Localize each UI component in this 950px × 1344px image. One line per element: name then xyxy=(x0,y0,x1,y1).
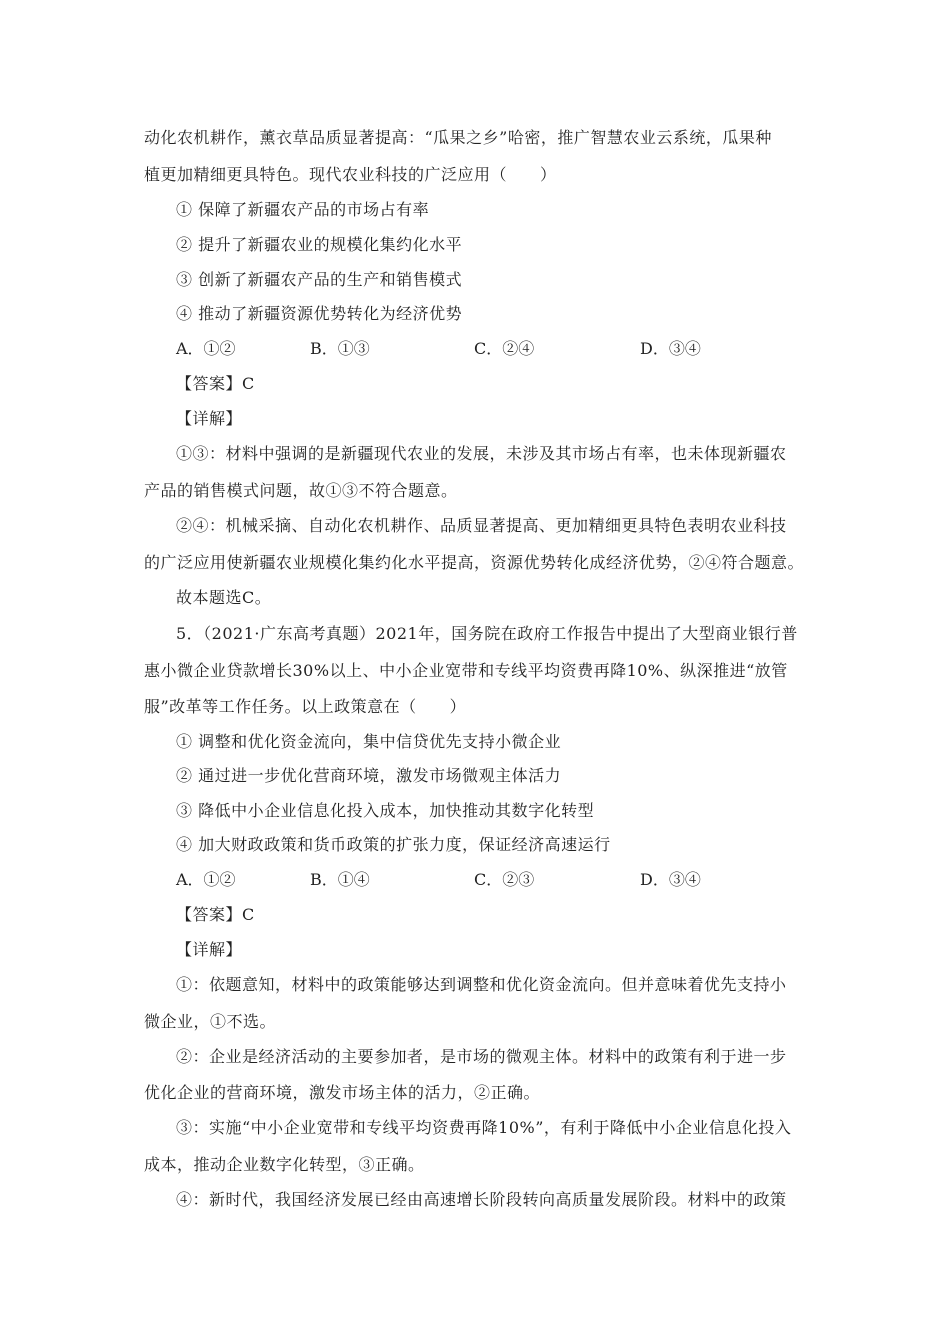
q5-choice-3: ③ 降低中小企业信息化投入成本，加快推动其数字化转型 xyxy=(176,801,595,820)
q4-stem-line-1: 动化农机耕作，薰衣草品质显著提高：“瓜果之乡”哈密，推广智慧农业云系统，瓜果种 xyxy=(144,128,772,147)
q5-detail-line-1: ①：依题意知，材料中的政策能够达到调整和优化资金流向。但并意味着优先支持小 xyxy=(176,975,787,994)
q5-detail-line-3: ②：企业是经济活动的主要参加者，是市场的微观主体。材料中的政策有利于进一步 xyxy=(176,1047,787,1066)
q5-detail-line-4: 优化企业的营商环境，激发市场主体的活力，②正确。 xyxy=(144,1083,541,1102)
q4-option-d: D．③④ xyxy=(640,339,701,358)
q4-choice-3: ③ 创新了新疆农产品的生产和销售模式 xyxy=(176,270,463,289)
q4-detail-line-5: 故本题选C。 xyxy=(176,588,272,607)
q4-detail-label: 【详解】 xyxy=(176,409,243,428)
q4-detail-line-1: ①③：材料中强调的是新疆现代农业的发展，未涉及其市场占有率，也未体现新疆农 xyxy=(176,444,787,463)
q5-choice-4: ④ 加大财政政策和货币政策的扩张力度，保证经济高速运行 xyxy=(176,835,611,854)
q4-detail-line-3: ②④：机械采摘、自动化农机耕作、品质显著提高、更加精细更具特色表明农业科技 xyxy=(176,516,787,535)
q4-choice-4: ④ 推动了新疆资源优势转化为经济优势 xyxy=(176,304,463,323)
q4-answer: 【答案】C xyxy=(176,374,255,393)
q5-option-c: C．②③ xyxy=(474,870,535,889)
q4-option-c: C．②④ xyxy=(474,339,535,358)
q5-option-a: A．①② xyxy=(176,870,236,889)
q5-detail-label: 【详解】 xyxy=(176,940,243,959)
q4-choice-2: ② 提升了新疆农业的规模化集约化水平 xyxy=(176,235,463,254)
q5-detail-line-7: ④：新时代，我国经济发展已经由高速增长阶段转向高质量发展阶段。材料中的政策 xyxy=(176,1190,787,1209)
q4-stem-line-2: 植更加精细更具特色。现代农业科技的广泛应用（ ） xyxy=(144,165,557,184)
q5-choice-1: ① 调整和优化资金流向，集中信贷优先支持小微企业 xyxy=(176,732,562,751)
q4-choice-1: ① 保障了新疆农产品的市场占有率 xyxy=(176,200,430,219)
q5-stem-line-2: 惠小微企业贷款增长30%以上、中小企业宽带和专线平均资费再降10%、纵深推进“放管 xyxy=(144,661,788,680)
q4-detail-line-4: 的广泛应用使新疆农业规模化集约化水平提高，资源优势转化成经济优势，②④符合题意。 xyxy=(144,553,805,572)
q4-option-b: B．①③ xyxy=(310,339,370,358)
q5-stem-line-3: 服”改革等工作任务。以上政策意在（ ） xyxy=(144,697,467,716)
q5-detail-line-6: 成本，推动企业数字化转型，③正确。 xyxy=(144,1155,425,1174)
q5-option-b: B．①④ xyxy=(310,870,370,889)
q5-choice-2: ② 通过进一步优化营商环境，激发市场微观主体活力 xyxy=(176,766,562,785)
q4-detail-line-2: 产品的销售模式问题，故①③不符合题意。 xyxy=(144,481,458,500)
q5-detail-line-2: 微企业，①不选。 xyxy=(144,1012,277,1031)
q5-detail-line-5: ③：实施“中小企业宽带和专线平均资费再降10%”，有利于降低中小企业信息化投入 xyxy=(176,1118,792,1137)
q5-option-d: D．③④ xyxy=(640,870,701,889)
q4-option-a: A．①② xyxy=(176,339,236,358)
q5-answer: 【答案】C xyxy=(176,905,255,924)
q5-stem-line-1: 5．（2021·广东高考真题）2021年，国务院在政府工作报告中提出了大型商业银行普 xyxy=(176,624,798,643)
